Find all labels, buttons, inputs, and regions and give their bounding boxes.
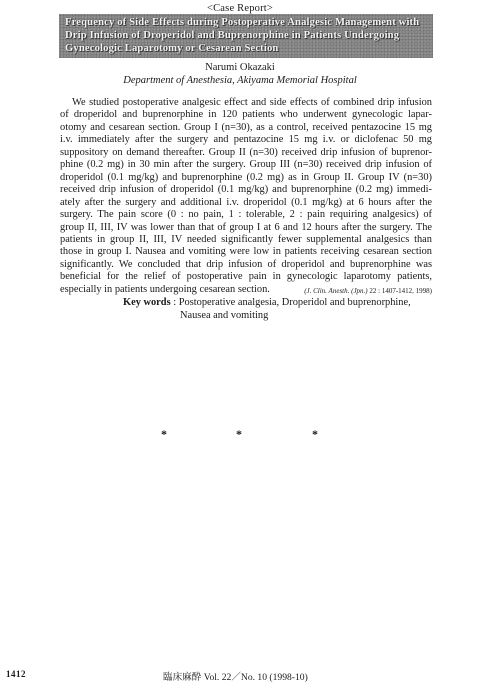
abstract-line: i.v. immediately after the surgery and pentazocine 15 mg i.v. or diclofenac 50 mg xyxy=(60,134,432,146)
section-label: <Case Report> xyxy=(206,3,274,14)
citation xyxy=(304,287,432,295)
footer-journal-info: 臨床麻酔 Vol. 22／No. 10 (1998-10) xyxy=(163,672,308,683)
citation-journal: (J. Clin. Anesth. (Jpn.) xyxy=(304,287,368,295)
page-number: 1412 xyxy=(6,669,26,679)
keywords-separator: : xyxy=(170,297,179,308)
abstract-line: surgery. The pain score (0 : no pain, 1 : tolerable, 2 : pain requiring analgesics) of xyxy=(60,209,432,221)
abstract-line: phine (0.2 mg) in 30 min after the surgery. Group III (n=30) received drip infusion of xyxy=(60,159,432,171)
abstract-line: significantly. We concluded that drip infusion of droperidol and buprenorphine was xyxy=(60,258,432,270)
title-line-1: Frequency of Side Effects during Postoperative Analgesic Management with xyxy=(65,17,420,28)
keywords-line-2: Nausea and vomiting xyxy=(180,309,269,321)
abstract-line: ately after the surgery and additional i.v. droperidol (0.1 mg/kg) at 6 hours after the xyxy=(60,196,432,208)
abstract-line: received drip infusion of droperidol (0.1 mg/kg) and buprenorphine (0.2 mg) immedi- xyxy=(60,184,432,196)
abstract-line: especially in patients undergoing cesarean section. xyxy=(60,283,270,295)
abstract-line: patients in group II, III, IV needed significantly fewer supplemental analgesics than xyxy=(60,233,432,245)
abstract-line: We studied postoperative analgesic effect and side effects of combined drip infusion xyxy=(72,97,432,108)
section-separator-asterisk: * xyxy=(236,427,242,441)
abstract-line: group II, III, IV was lower than that of group I at 6 and 12 hours after the surgery. The xyxy=(60,221,432,233)
citation-details: 22 : 1407-1412, 1998) xyxy=(369,287,432,295)
author-name: Narumi Okazaki xyxy=(205,62,275,73)
section-separator-asterisk: * xyxy=(161,427,167,441)
keywords-line-1: Postoperative analgesia, Droperidol and buprenorphine, xyxy=(178,297,411,308)
abstract-line: droperidol (0.1 mg/kg) and buprenorphine (0.2 mg) as in Group II. Group IV (n=30) xyxy=(60,171,432,183)
abstract-line: beneficial for the relief of postoperative pain in gynecologic laparotomy patients, xyxy=(60,271,432,283)
keywords xyxy=(123,297,443,322)
section-separator-asterisk: * xyxy=(312,427,318,441)
abstract-line: suppository on demand thereafter. Group II (n=30) received drip infusion of buprenor- xyxy=(60,146,432,158)
article-title xyxy=(59,14,433,58)
abstract-line: otomy and cesarean section. Group I (n=30), as a control, received pentazocine 15 mg xyxy=(60,121,432,133)
abstract-line: those in group I. Nausea and vomiting were low in patients receiving cesarean section xyxy=(60,246,432,258)
title-line-2: Drip Infusion of Droperidol and Buprenorphine in Patients Undergoing xyxy=(65,30,400,42)
abstract xyxy=(60,97,432,296)
abstract-line: of droperidol and buprenorphine in 120 patients who underwent gynecologic lapar- xyxy=(60,109,432,121)
title-line-3: Gynecologic Laparotomy or Cesarean Section xyxy=(65,43,279,55)
keywords-label: Key words xyxy=(123,297,171,308)
author-affiliation: Department of Anesthesia, Akiyama Memorial Hospital xyxy=(123,75,357,86)
